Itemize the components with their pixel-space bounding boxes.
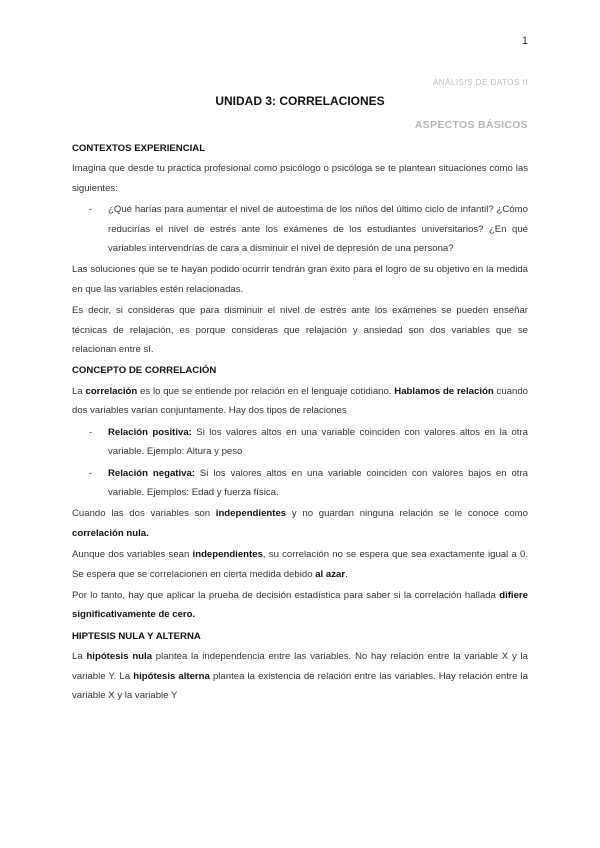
- bold-term: Relación positiva:: [108, 426, 192, 438]
- paragraph: Es decir, si consideras que para disminuir el nivel de estrés ante los exámenes se pueden enseñar técnicas de relajación, es porque consideras que relajación y ansiedad son dos variables que se relacionan entre sí.: [72, 305, 528, 356]
- running-header: ANÁLISIS DE DATOS II: [432, 78, 528, 87]
- bold-term: hipótesis nula: [86, 651, 153, 663]
- section-heading-concepto: CONCEPTO DE CORRELACIÓN: [72, 365, 217, 377]
- bullet-dash: -: [89, 467, 93, 479]
- text-run: y no guardan ninguna relación se le conoce como: [286, 508, 529, 520]
- bold-term: independientes: [192, 549, 263, 561]
- paragraph: [72, 504, 528, 543]
- text-run: Cuando las dos variables son: [72, 508, 216, 520]
- paragraph: Las soluciones que se te hayan podido ocurrir tendrán gran éxito para el logro de su objetivo en la medida en que las variables estén relacionadas.: [72, 264, 528, 295]
- text-run: es lo que se entiende por relación en el lenguaje cotidiano.: [137, 385, 395, 397]
- paragraph: [72, 545, 528, 584]
- bold-term: correlación: [85, 385, 138, 397]
- paragraph: Imagina que desde tu práctica profesional como psicólogo o psicóloga se te plantean situaciones como las siguientes:: [72, 163, 528, 194]
- text-run: plantea la existencia de relación entre las variables. Hay relación entre la variable X y la variable Y: [72, 670, 528, 701]
- page-number: 1: [521, 35, 528, 47]
- document-body: [72, 139, 528, 707]
- text-run: plantea la independencia entre las variables. No hay relación entre la variable X y la variable Y. La: [72, 651, 528, 682]
- paragraph: [72, 647, 528, 705]
- bullet-list: [72, 423, 528, 503]
- bullet-list: [72, 200, 528, 258]
- bold-term: correlación nula.: [72, 527, 149, 539]
- list-item-text: ¿Qué harías para aumentar el nivel de autoestima de los niños del último ciclo de infantil? ¿Cómo reducirías el nivel de estrés ante los exámenes de los estudiantes universitarios? ¿En qué variables intervendrías de cara a disminuir el nivel de depresión de una persona?: [108, 204, 528, 255]
- page-title: UNIDAD 3: CORRELACIONES: [215, 94, 385, 108]
- bullet-dash: -: [89, 204, 93, 216]
- text-run: .: [345, 568, 348, 580]
- text-run: , su correlación no se espera que sea exactamente igual a 0. Se espera que se correlacionen en cierta medida debido: [72, 549, 528, 580]
- bullet-dash: -: [89, 426, 93, 438]
- paragraph: [72, 382, 528, 421]
- section-heading-contextos: CONTEXTOS EXPERIENCIAL: [72, 143, 206, 154]
- text-run: Por lo tanto, hay que aplicar la prueba de decisión estadística para saber si la correlación hallada: [72, 589, 500, 601]
- text-run: Aunque dos variables sean: [72, 549, 193, 561]
- list-item: [72, 200, 528, 258]
- bold-term: al azar: [315, 568, 346, 580]
- bold-term: Relación negativa:: [108, 467, 196, 479]
- bold-term: Hablamos de relación: [394, 385, 494, 397]
- list-item: [72, 464, 528, 503]
- bold-term: hipótesis alterna: [133, 670, 210, 682]
- list-item-text: Si los valores altos en una variable coinciden con valores altos en la otra variable. Ejemplo: Altura y peso: [108, 426, 528, 458]
- text-run: La: [72, 385, 86, 397]
- paragraph: [72, 586, 528, 625]
- section-heading-hipotesis: HIPTESIS NULA Y ALTERNA: [72, 630, 201, 642]
- page-subtitle: ASPECTOS BÁSICOS: [414, 119, 528, 131]
- text-run: cuando dos variables varían conjuntamente. Hay dos tipos de relaciones: [72, 385, 529, 417]
- list-item-text: Si los valores altos en una variable coinciden con valores bajos en otra variable. Ejemplos: Edad y fuerza física.: [108, 467, 528, 498]
- list-item: [72, 423, 528, 462]
- bold-term: independientes: [215, 508, 287, 520]
- bold-term: difiere significativamente de cero.: [72, 589, 528, 621]
- text-run: La: [72, 651, 87, 663]
